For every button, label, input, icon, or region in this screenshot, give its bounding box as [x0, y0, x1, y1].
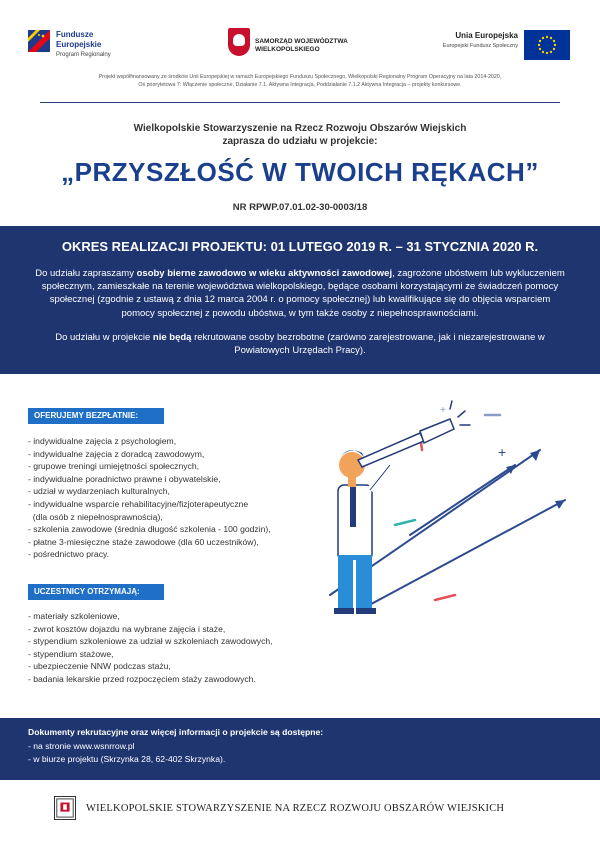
list-item: - płatne 3-miesięczne staże zawodowe (dla 60 uczestników), [28, 536, 259, 547]
list-item: - pośrednictwo pracy. [28, 549, 110, 560]
cofinancing-note: Projekt współfinansowany ze środków Unii Europejskiej w ramach Europejskiego Funduszu Społecznego, Wielkopolski Regionalny Program Operacyjny na lata 2014-2020, Oś priorytetowa 7: Włączenie społeczne, Działanie 7.1. Aktywna Integracja, Poddziałanie 7.1.2 Aktywna Integracja – projekty konkursowe. [98, 74, 502, 88]
eu-flag-icon [524, 30, 570, 60]
list-item: - indywidualne zajęcia z doradcą zawodowym, [28, 448, 205, 459]
list-item: - indywidualne wsparcie rehabilitacyjne/fizjoterapeutyczne [28, 498, 249, 509]
association-crest-icon [54, 796, 76, 820]
sw-line1: SAMORZĄD WOJEWÓDZTWA [255, 38, 348, 45]
list-item: - udział w wydarzeniach kulturalnych, [28, 486, 170, 497]
documents-office: - w biurze projektu (Skrzynka 28, 62-402 Skrzynka). [28, 754, 226, 764]
footer-association-name: WIELKOPOLSKIE STOWARZYSZENIE NA RZECZ ROZWOJU OBSZARÓW WIEJSKICH [86, 803, 505, 814]
list-item: - indywidualne poradnictwo prawne i obywatelskie, [28, 473, 221, 484]
fe-flag-icon [28, 30, 50, 52]
fundusze-europejskie-logo [28, 28, 118, 68]
fe-line2: Europejskie [56, 40, 102, 49]
list-item: - materiały szkoleniowe, [28, 611, 120, 621]
ue-sub: Europejski Fundusz Społeczny [442, 43, 518, 49]
logo-bar [0, 0, 600, 70]
receive-list [28, 610, 273, 686]
sw-line2: WIELKOPOLSKIEGO [255, 46, 320, 53]
svg-text:+: + [498, 444, 507, 460]
list-item: - zwrot kosztów dojazdu na wybrane zajęcia i staże, [28, 623, 226, 634]
list-item: (dla osób z niepełnosprawnością), [28, 511, 163, 522]
eligibility-paragraph: Do udziału zapraszamy osoby bierne zawodowo w wieku aktywności zawodowej, zagrożone ubóstwem lub wykluczeniem społecznym, zamieszkałe na terenie województwa wielkopolskiego, będące osobami korzystającymi ze świadczeń pomocy społecznej (zgodnie z ustawą z dnia 12 marca 2004 r. o pomocy społecznej) lub kwalifikujące się do objęcia wsparciem pomocy społecznej z powodu ubóstwa, w tym także osoby z niepełnosprawnościami. [35, 268, 565, 319]
fe-line1: Fundusze [56, 30, 94, 39]
list-item: - indywidualne zajęcia z psychologiem, [28, 436, 177, 446]
offer-label: OFERUJEMY BEZPŁATNIE: [28, 408, 164, 424]
offer-list [28, 435, 271, 561]
svg-text:+: + [440, 405, 446, 416]
footer [54, 796, 554, 836]
documents-band [0, 718, 600, 780]
documents-website: - na stronie www.wsnrrow.pl [28, 741, 135, 751]
info-band [0, 226, 600, 374]
telescope-man-illustration [300, 395, 580, 625]
documents-title: Dokumenty rekrutacyjne oraz więcej informacji o projekcie są dostępne: [28, 727, 324, 737]
list-item: - badania lekarskie przed rozpoczęciem staży zawodowych. [28, 673, 256, 684]
list-item: - ubezpieczenie NNW podczas stażu, [28, 661, 171, 672]
eagle-crest-icon [228, 28, 250, 56]
list-item: - grupowe treningi umiejętności społecznych, [28, 461, 200, 472]
list-item: - stypendium stażowe, [28, 648, 114, 659]
intro: Wielkopolskie Stowarzyszenie na Rzecz Rozwoju Obszarów Wiejskich zaprasza do udziału w projekcie: [133, 123, 467, 147]
divider [40, 102, 560, 103]
list-item: - szkolenia zawodowe (średnia długość szkolenia - 100 godzin), [28, 524, 271, 535]
receive-label: UCZESTNICY OTRZYMAJĄ: [28, 584, 164, 600]
exclusion-paragraph: Do udziału w projekcie nie będą rekrutowane osoby bezrobotne (zarówno zarejestrowane, jak i niezarejestrowane w Powiatowych Urzędach Pracy). [55, 332, 545, 357]
project-title: „PRZYSZŁOŚĆ W TWOICH RĘKACH” [61, 157, 539, 187]
ue-title: Unia Europejska [455, 31, 518, 40]
fe-sub: Program Regionalny [56, 52, 111, 58]
list-item: - stypendium szkoleniowe za udział w szkoleniach zawodowych, [28, 636, 273, 647]
project-period: OKRES REALIZACJI PROJEKTU: 01 LUTEGO 2019 R. – 31 STYCZNIA 2020 R. [61, 239, 539, 254]
project-number: NR RPWP.07.01.02-30-0003/18 [232, 202, 368, 213]
